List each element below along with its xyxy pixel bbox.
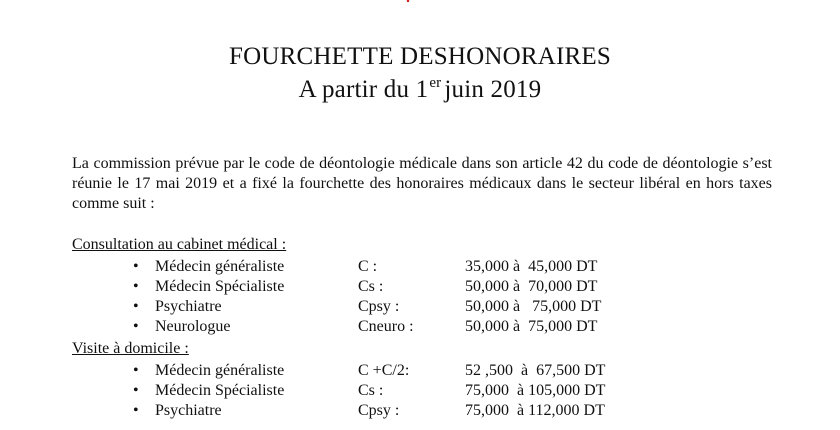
fee-row: [0, 382, 840, 402]
bullet-icon: •: [133, 402, 139, 419]
fee-range: 35,000 à 45,000 DT: [465, 258, 598, 275]
fee-range: 75,000 à 112,000 DT: [465, 402, 605, 419]
fee-row: [0, 278, 840, 298]
fee-range: 50,000 à 75,000 DT: [465, 298, 602, 315]
practitioner-name: Médecin généraliste: [155, 362, 285, 379]
bullet-icon: •: [133, 258, 139, 275]
fee-code: Cneuro :: [358, 318, 414, 335]
fee-code: Cs :: [358, 278, 384, 295]
subtitle-suffix: juin 2019: [444, 76, 542, 103]
fee-row: [0, 402, 840, 422]
bullet-icon: •: [133, 278, 139, 295]
practitioner-name: Psychiatre: [155, 298, 222, 315]
fee-range: 52 ,500 à 67,500 DT: [465, 362, 606, 379]
subtitle-prefix: A partir du 1: [298, 76, 429, 103]
section-heading-home-visit: Visite à domicile :: [72, 340, 189, 357]
document-title: FOURCHETTE DESHONORAIRES: [229, 43, 611, 70]
bullet-icon: •: [133, 318, 139, 335]
fee-row: [0, 258, 840, 278]
fee-code: C :: [358, 258, 378, 275]
practitioner-name: Médecin Spécialiste: [155, 382, 285, 399]
fee-row: [0, 362, 840, 382]
fee-row: [0, 318, 840, 338]
practitioner-name: Médecin généraliste: [155, 258, 285, 275]
fee-range: 50,000 à 70,000 DT: [465, 278, 598, 295]
bullet-icon: •: [133, 382, 139, 399]
section-heading-consultation: Consultation au cabinet médical :: [72, 236, 287, 253]
document-subtitle: [0, 75, 840, 104]
fee-code: Cs :: [358, 382, 384, 399]
bullet-icon: •: [133, 298, 139, 315]
fee-row: [0, 298, 840, 318]
practitioner-name: Médecin Spécialiste: [155, 278, 285, 295]
fee-range: 75,000 à 105,000 DT: [465, 382, 606, 399]
red-logo-fragment-icon: [405, 0, 415, 6]
practitioner-name: Neurologue: [155, 318, 231, 335]
subtitle-superscript: er: [429, 75, 442, 91]
fee-code: Cpsy :: [358, 402, 400, 419]
fee-code: C +C/2:: [358, 362, 410, 379]
bullet-icon: •: [133, 362, 139, 379]
practitioner-name: Psychiatre: [155, 402, 222, 419]
fee-code: Cpsy :: [358, 298, 400, 315]
intro-paragraph: La commission prévue par le code de déontologie médicale dans son article 42 du code de déontologie s’est réunie le 17 mai 2019 et a fixé la fourchette des honoraires médicaux dans le secteur libéral en hors taxes comme suit :: [72, 155, 772, 212]
fee-range: 50,000 à 75,000 DT: [465, 318, 598, 335]
